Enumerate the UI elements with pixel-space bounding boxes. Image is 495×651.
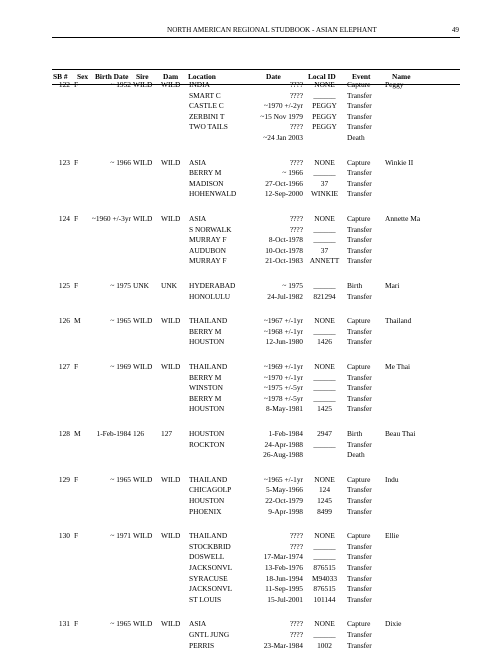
- event-location: HOUSTON: [189, 404, 225, 414]
- sb-number: 122: [58, 80, 70, 89]
- event-type: Transfer: [347, 224, 372, 234]
- animal-name: Me Thai: [385, 362, 411, 371]
- event-date: ~1970 +/-1yr: [263, 372, 303, 382]
- event-date: 24-Apr-1988: [264, 439, 303, 449]
- event-type: Capture: [347, 474, 371, 484]
- dam: WILD: [161, 474, 181, 484]
- event-type: Transfer: [347, 404, 372, 414]
- local-id: 37: [320, 245, 329, 255]
- event-location: ASIA: [189, 214, 207, 223]
- event-location: CHICAGOLP: [189, 485, 232, 495]
- birth-date: ~ 1965: [110, 474, 131, 484]
- event-type: Transfer: [347, 563, 372, 572]
- animal-name: Winkie II: [385, 157, 414, 167]
- event-type: Transfer: [347, 245, 372, 255]
- birth-date: ~ 1952: [110, 80, 131, 89]
- sire: WILD: [133, 474, 153, 484]
- local-id: ______: [313, 630, 336, 639]
- event-date: ????: [289, 630, 303, 639]
- event-type: Capture: [347, 362, 371, 371]
- event-location: ST LOUIS: [189, 594, 222, 604]
- event-type: Transfer: [347, 256, 372, 266]
- event-type: Capture: [347, 214, 371, 223]
- event-type: Capture: [347, 157, 371, 167]
- col-sb: SB #: [53, 72, 68, 81]
- event-location: STOCKBRID: [189, 541, 231, 551]
- event-type: Death: [347, 450, 365, 460]
- event-date: 22-Oct-1979: [265, 496, 303, 505]
- event-type: Transfer: [347, 383, 372, 393]
- event-type: Transfer: [347, 178, 372, 188]
- local-id: NONE: [314, 80, 335, 89]
- local-id: 2947: [317, 429, 332, 438]
- birth-date: ~ 1965: [110, 316, 131, 326]
- event-date: ????: [289, 214, 303, 223]
- event-date: 9-Apr-1998: [268, 506, 303, 516]
- sire: WILD: [133, 619, 153, 629]
- sire: WILD: [133, 531, 153, 541]
- animal-name: Thailand: [385, 316, 412, 326]
- event-location: HYDERABAD: [189, 281, 236, 290]
- event-date: ~1975 +/-5yr: [263, 383, 303, 393]
- event-type: Transfer: [347, 291, 372, 301]
- birth-date: ~ 1965: [110, 619, 131, 629]
- event-type: Transfer: [347, 552, 372, 562]
- sire: UNK: [133, 281, 150, 290]
- event-date: 23-Mar-1984: [263, 640, 303, 650]
- dam: WILD: [161, 157, 181, 167]
- local-id: 101144: [313, 594, 336, 604]
- event-type: Transfer: [347, 372, 372, 382]
- dam: WILD: [161, 362, 181, 371]
- event-date: 10-Oct-1978: [265, 245, 303, 255]
- event-location: HONOLULU: [189, 291, 231, 301]
- event-date: ~1978 +/-5yr: [263, 393, 303, 403]
- dam: 127: [161, 429, 173, 438]
- event-type: Transfer: [347, 506, 372, 516]
- event-location: BERRY M: [189, 372, 222, 382]
- local-id: ______: [313, 326, 336, 336]
- event-date: 21-Oct-1983: [265, 256, 303, 266]
- sex: F: [74, 157, 79, 167]
- event-date: 24-Jul-1982: [267, 291, 303, 301]
- local-id: 1425: [317, 404, 332, 414]
- event-type: Birth: [347, 281, 363, 290]
- event-date: 13-Feb-1976: [264, 563, 303, 572]
- event-type: Transfer: [347, 90, 372, 100]
- local-id: 1245: [317, 496, 332, 505]
- event-date: 17-Mar-1974: [263, 552, 303, 562]
- event-date: 12-Sep-2000: [264, 189, 303, 199]
- event-type: Transfer: [347, 594, 372, 604]
- animal-name: Annette Ma: [385, 214, 421, 223]
- col-local-id: Local ID: [308, 72, 336, 81]
- event-date: ~1965 +/-1yr: [263, 474, 303, 484]
- event-date: ????: [289, 541, 303, 551]
- local-id: ______: [313, 235, 336, 245]
- col-sire: Sire: [136, 72, 149, 81]
- sb-number: 131: [58, 619, 70, 629]
- sire: WILD: [133, 316, 153, 326]
- event-date: 12-Jun-1980: [265, 337, 303, 347]
- local-id: PEGGY: [312, 111, 337, 121]
- event-type: Transfer: [347, 485, 372, 495]
- event-type: Transfer: [347, 630, 372, 639]
- event-location: JACKSONVL: [189, 584, 233, 594]
- local-id: NONE: [314, 474, 335, 484]
- local-id: ______: [313, 224, 336, 234]
- local-id: ______: [313, 393, 336, 403]
- event-type: Transfer: [347, 393, 372, 403]
- event-location: BERRY M: [189, 393, 222, 403]
- local-id: ______: [313, 439, 336, 449]
- event-date: ~24 Jan 2003: [263, 133, 303, 142]
- animal-name: Ellie: [385, 531, 399, 541]
- local-id: NONE: [314, 362, 335, 371]
- local-id: NONE: [314, 531, 335, 541]
- event-date: ~ 1975: [282, 281, 303, 290]
- event-location: THAILAND: [189, 316, 228, 326]
- local-id: 876515: [313, 584, 336, 594]
- event-date: ~1970 +/-2yr: [263, 101, 303, 111]
- event-date: 8-May-1981: [266, 404, 303, 414]
- event-date: ????: [289, 90, 303, 100]
- event-date: ~1968 +/-1yr: [263, 326, 303, 336]
- event-type: Transfer: [347, 101, 372, 111]
- dam: WILD: [161, 214, 181, 223]
- animal-name: Peggy: [385, 80, 404, 89]
- birth-date: ~ 1971: [110, 531, 131, 541]
- event-type: Transfer: [347, 122, 372, 132]
- dam: WILD: [161, 619, 181, 629]
- dam: WILD: [161, 531, 181, 541]
- local-id: ______: [313, 90, 336, 100]
- event-location: WINSTON: [189, 383, 223, 393]
- local-id: 124: [318, 485, 331, 495]
- event-location: HOHENWALD: [189, 189, 237, 199]
- event-location: BERRY M: [189, 326, 222, 336]
- event-location: CASTLE C: [189, 101, 224, 111]
- event-date: ~ 1966: [282, 168, 303, 178]
- dam: WILD: [161, 80, 181, 89]
- event-type: Transfer: [347, 168, 372, 178]
- event-date: ????: [289, 157, 303, 167]
- sex: F: [74, 80, 79, 89]
- event-date: ????: [289, 531, 303, 541]
- event-location: THAILAND: [189, 362, 228, 371]
- birth-date: ~ 1975: [110, 281, 131, 290]
- event-location: MURRAY F: [189, 235, 227, 245]
- event-date: 15-Jul-2001: [267, 594, 303, 604]
- event-location: ASIA: [189, 619, 207, 629]
- event-date: 1-Feb-1984: [268, 429, 303, 438]
- event-location: PHOENIX: [189, 506, 222, 516]
- local-id: PEGGY: [312, 122, 337, 132]
- event-type: Transfer: [347, 496, 372, 505]
- event-type: Transfer: [347, 640, 372, 650]
- birth-date: ~ 1966: [110, 157, 131, 167]
- sex: F: [74, 619, 79, 629]
- local-id: ______: [313, 168, 336, 178]
- event-date: 8-Oct-1978: [268, 235, 303, 245]
- event-type: Transfer: [347, 111, 372, 121]
- animal-name: Beau Thai: [385, 429, 416, 438]
- col-dam: Dam: [163, 72, 179, 81]
- event-location: BERRY M: [189, 168, 222, 178]
- animal-name: Mari: [385, 281, 400, 290]
- event-location: THAILAND: [189, 474, 228, 484]
- col-event: Event: [352, 72, 371, 81]
- sex: F: [74, 362, 79, 371]
- local-id: 821294: [313, 291, 336, 301]
- event-location: GNTL JUNG: [189, 630, 230, 639]
- sex: F: [74, 281, 79, 290]
- sb-number: 129: [58, 474, 70, 484]
- event-date: 5-May-1966: [266, 485, 303, 495]
- local-id: NONE: [314, 157, 335, 167]
- sire: WILD: [133, 80, 153, 89]
- sex: M: [74, 429, 81, 438]
- event-type: Capture: [347, 531, 371, 541]
- event-date: 18-Jun-1994: [265, 573, 303, 583]
- local-id: ______: [313, 383, 336, 393]
- local-id: ______: [313, 541, 336, 551]
- col-sex: Sex: [77, 72, 89, 81]
- sb-number: 124: [58, 214, 70, 223]
- sb-number: 125: [58, 281, 70, 290]
- sex: F: [74, 531, 79, 541]
- event-location: PERRIS: [189, 640, 215, 650]
- local-id: NONE: [314, 619, 335, 629]
- birth-date: ~1960 +/-3yr: [91, 214, 131, 223]
- event-type: Transfer: [347, 189, 372, 199]
- sire: WILD: [133, 362, 153, 371]
- event-location: HOUSTON: [189, 496, 225, 505]
- event-type: Transfer: [347, 573, 372, 583]
- dam: WILD: [161, 316, 181, 326]
- event-date: ????: [289, 619, 303, 629]
- col-location: Location: [188, 72, 216, 81]
- sb-number: 123: [58, 157, 70, 167]
- col-date: Date: [266, 72, 281, 81]
- event-date: ~1969 +/-1yr: [263, 362, 303, 371]
- local-id: M94033: [311, 573, 338, 583]
- event-date: ????: [289, 122, 303, 132]
- event-date: ????: [289, 80, 303, 89]
- page-number: 49: [451, 26, 459, 34]
- event-date: ????: [289, 224, 303, 234]
- sire: 126: [133, 429, 145, 438]
- local-id: WINKIE: [310, 189, 339, 199]
- event-location: HOUSTON: [189, 337, 225, 347]
- event-type: Capture: [347, 316, 371, 326]
- event-location: MURRAY F: [189, 256, 227, 266]
- event-location: SMART C: [189, 90, 221, 100]
- event-location: SYRACUSE: [189, 573, 228, 583]
- event-date: 27-Oct-1966: [265, 178, 303, 188]
- sire: WILD: [133, 157, 153, 167]
- sb-number: 128: [58, 429, 70, 438]
- event-location: TWO TAILS: [189, 122, 228, 132]
- event-location: ASIA: [189, 157, 207, 167]
- sex: F: [74, 214, 79, 223]
- event-location: INDIA: [189, 80, 210, 89]
- event-location: ZERBINI T: [189, 111, 225, 121]
- event-date: ~15 Nov 1979: [260, 111, 303, 121]
- event-location: DOSWELL: [189, 552, 225, 562]
- sb-number: 126: [58, 316, 70, 326]
- local-id: 1002: [317, 640, 332, 650]
- local-id: NONE: [314, 214, 335, 223]
- event-date: 26-Aug-1988: [263, 450, 303, 460]
- event-type: Transfer: [347, 439, 372, 449]
- event-type: Transfer: [347, 326, 372, 336]
- event-date: 11-Sep-1995: [265, 584, 303, 594]
- event-location: MADISON: [189, 178, 224, 188]
- event-type: Transfer: [347, 337, 372, 347]
- event-type: Transfer: [347, 235, 372, 245]
- event-type: Capture: [347, 619, 371, 629]
- local-id: 1426: [317, 337, 332, 347]
- local-id: 8499: [317, 506, 332, 516]
- event-date: ~1967 +/-1yr: [263, 316, 303, 326]
- local-id: NONE: [314, 316, 335, 326]
- event-type: Transfer: [347, 541, 372, 551]
- sex: F: [74, 474, 79, 484]
- studbook-title: NORTH AMERICAN REGIONAL STUDBOOK - ASIAN ELEPHANT: [167, 26, 377, 34]
- local-id: ______: [313, 372, 336, 382]
- animal-name: Indu: [385, 474, 399, 484]
- event-location: HOUSTON: [189, 429, 225, 438]
- event-type: Death: [347, 133, 365, 142]
- event-location: ROCKTON: [189, 439, 225, 449]
- local-id: 876515: [313, 563, 336, 572]
- col-name: Name: [392, 72, 411, 81]
- local-id: PEGGY: [312, 101, 337, 111]
- local-id: 37: [320, 178, 329, 188]
- event-type: Transfer: [347, 584, 372, 594]
- local-id: ______: [313, 552, 336, 562]
- event-type: Capture: [347, 80, 371, 89]
- birth-date: ~ 1969: [110, 362, 131, 371]
- sex: M: [74, 316, 81, 326]
- event-type: Birth: [347, 429, 363, 438]
- dam: UNK: [161, 281, 178, 290]
- local-id: ______: [313, 281, 336, 290]
- event-location: THAILAND: [189, 531, 228, 541]
- col-birth-date: Birth Date: [95, 72, 129, 81]
- birth-date: 1-Feb-1984: [96, 429, 131, 438]
- sb-number: 127: [58, 362, 70, 371]
- event-location: AUDUBON: [189, 245, 226, 255]
- event-location: JACKSONVL: [189, 563, 233, 572]
- local-id: ANNETT: [309, 256, 340, 266]
- animal-name: Dixie: [385, 619, 402, 629]
- event-location: S NORWALK: [189, 224, 232, 234]
- sb-number: 130: [58, 531, 70, 541]
- sire: WILD: [133, 214, 153, 223]
